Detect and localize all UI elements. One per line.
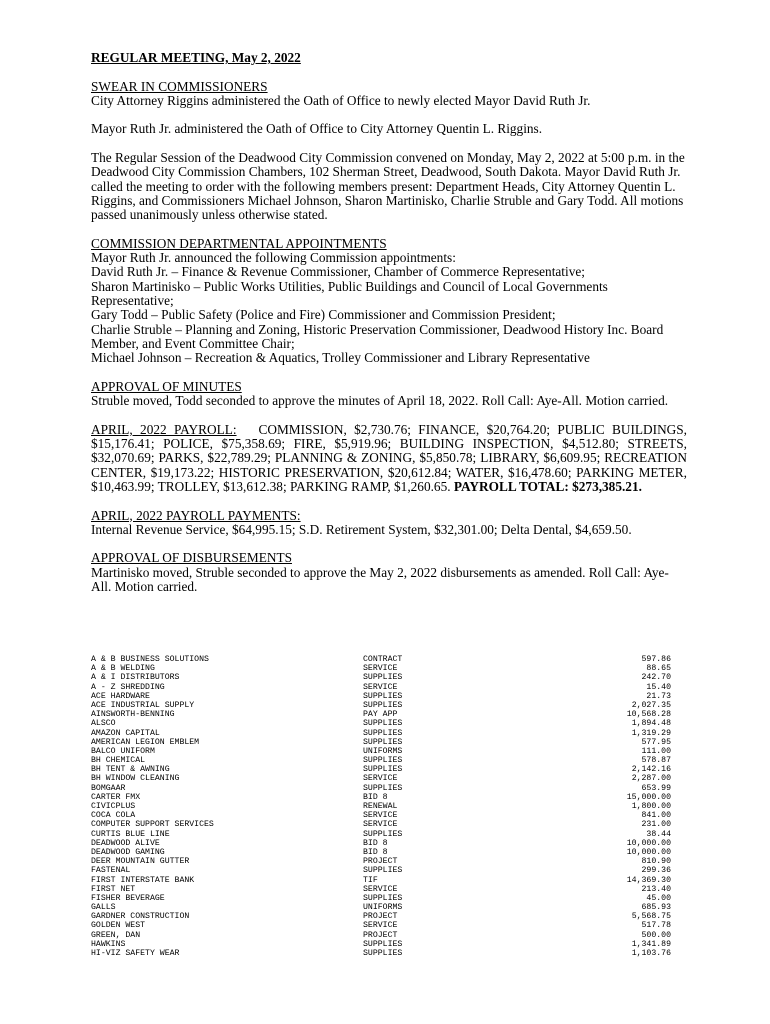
amount-cell: 15.40 (646, 682, 671, 692)
category-cell: SUPPLIES (363, 949, 403, 958)
table-row (91, 729, 671, 738)
vendor-cell: DEER MOUNTAIN GUTTER (91, 857, 190, 867)
category-cell: SUPPLIES (363, 893, 403, 903)
amount-cell: 299.36 (641, 866, 671, 876)
appointments-list (91, 251, 687, 365)
category-cell: SUPPLIES (363, 737, 403, 747)
category-cell: BID 8 (363, 847, 388, 857)
vendor-cell: AINSWORTH-BENNING (91, 710, 175, 720)
category-cell: CONTRACT (363, 655, 403, 664)
category-cell: SUPPLIES (363, 765, 403, 775)
table-row (91, 683, 671, 692)
amount-cell: 1,319.29 (631, 728, 671, 738)
amount-cell: 653.99 (641, 783, 671, 793)
category-cell: UNIFORMS (363, 746, 403, 756)
category-cell: BID 8 (363, 838, 388, 848)
amount-cell: 213.40 (641, 884, 671, 894)
vendor-cell: FISHER BEVERAGE (91, 893, 165, 903)
vendor-cell: AMERICAN LEGION EMBLEM (91, 737, 200, 747)
category-cell: BID 8 (363, 792, 388, 802)
vendor-cell: BALCO UNIFORM (91, 746, 155, 756)
vendor-cell: HAWKINS (91, 939, 126, 949)
vendor-cell: CARTER FMX (91, 792, 141, 802)
table-row (91, 673, 671, 682)
category-cell: SUPPLIES (363, 700, 403, 710)
category-cell: RENEWAL (363, 802, 398, 811)
table-row (91, 793, 671, 802)
appointment-line: Mayor Ruth Jr. announced the following Commission appointments: (91, 250, 456, 266)
appointment-line: Michael Johnson – Recreation & Aquatics, Trolley Commissioner and Library Representative (91, 350, 590, 366)
category-cell: SUPPLIES (363, 783, 403, 793)
appointment-line: Gary Todd – Public Safety (Police and Fire) Commissioner and Commission President; (91, 307, 556, 323)
vendor-cell: AMAZON CAPITAL (91, 728, 160, 738)
table-row (91, 692, 671, 701)
amount-cell: 242.70 (641, 673, 671, 683)
amount-cell: 1,103.76 (631, 949, 671, 958)
amount-cell: 10,568.28 (626, 710, 671, 720)
table-row (91, 784, 671, 793)
table-row (91, 885, 671, 894)
category-cell: SUPPLIES (363, 866, 403, 876)
vendor-cell: ALSCO (91, 719, 116, 729)
amount-cell: 500.00 (641, 930, 671, 940)
appointment-line: Sharon Martinisko – Public Works Utilities, Public Buildings and Council of Local Governments Representative; (91, 278, 608, 309)
table-row (91, 719, 671, 728)
category-cell: SUPPLIES (363, 719, 403, 729)
vendor-cell: COCA COLA (91, 811, 136, 821)
category-cell: PAY APP (363, 710, 398, 720)
amount-cell: 517.78 (641, 921, 671, 931)
vendor-cell: DEADWOOD GAMING (91, 847, 165, 857)
table-row (91, 774, 671, 783)
appointment-line: Charlie Struble – Planning and Zoning, Historic Preservation Commissioner, Deadwood History Inc. Board Member, and Event Committee Chair; (91, 321, 664, 351)
minutes-body (91, 51, 687, 594)
category-cell: SUPPLIES (363, 939, 403, 949)
category-cell: TIF (363, 875, 378, 885)
category-cell: SERVICE (363, 774, 398, 784)
amount-cell: 45.00 (646, 893, 671, 903)
table-row (91, 747, 671, 756)
amount-cell: 231.00 (641, 820, 671, 830)
amount-cell: 841.00 (641, 811, 671, 821)
vendor-cell: DEADWOOD ALIVE (91, 838, 160, 848)
table-row (91, 738, 671, 747)
vendor-cell: FIRST NET (91, 884, 136, 894)
category-cell: SUPPLIES (363, 756, 403, 766)
amount-cell: 2,027.35 (631, 700, 671, 710)
category-cell: SUPPLIES (363, 728, 403, 738)
category-cell: SERVICE (363, 682, 398, 692)
amount-cell: 15,000.00 (626, 792, 671, 802)
amount-cell: 5,568.75 (631, 912, 671, 922)
vendor-cell: GREEN, DAN (91, 930, 141, 940)
vendor-cell: A & B WELDING (91, 664, 155, 674)
vendor-cell: GOLDEN WEST (91, 921, 146, 931)
amount-cell: 810.90 (641, 857, 671, 867)
category-cell: SERVICE (363, 820, 398, 830)
category-cell: SUPPLIES (363, 673, 403, 683)
swear-in-line-1: City Attorney Riggins administered the Oath of Office to newly elected Mayor David Ruth Jr. (91, 92, 591, 108)
vendor-cell: BH CHEMICAL (91, 756, 146, 766)
appointment-line: David Ruth Jr. – Finance & Revenue Commissioner, Chamber of Commerce Representative; (91, 264, 585, 280)
table-row (91, 811, 671, 820)
document-heading: REGULAR MEETING, May 2, 2022 (91, 50, 301, 65)
vendor-cell: FIRST INTERSTATE BANK (91, 875, 195, 885)
vendor-cell: COMPUTER SUPPORT SERVICES (91, 820, 214, 830)
category-cell: SERVICE (363, 884, 398, 894)
table-row (91, 931, 671, 940)
amount-cell: 597.86 (641, 655, 671, 664)
table-row (91, 765, 671, 774)
table-row (91, 921, 671, 930)
amount-cell: 21.73 (646, 691, 671, 701)
amount-cell: 10,000.00 (626, 847, 671, 857)
disbursements-title: APPROVAL OF DISBURSEMENTS (91, 550, 292, 566)
amount-cell: 38.44 (646, 829, 671, 839)
payroll-paragraph (91, 423, 687, 494)
payroll-text: COMMISSION, $2,730.76; FINANCE, $20,764.20; PUBLIC BUILDINGS, $15,176.41; POLICE, $75,358.69; FIRE, $5,919.96; BUILDING INSPECTION, $4,512.80; STREETS, $32,070.69; PARKS, $22,789.29; PLANNING & ZONING, $5,850.78; LIBRARY, $6,609.95; RECREATION CENTER, $19,173.22; HISTORIC PRESERVATION, $20,612.84; WATER, $16,478.60; PARKING METER, $10,463.99; TROLLEY, $13,612.38; PARKING RAMP, $1,260.65. (91, 421, 687, 494)
disbursements-table (91, 655, 671, 958)
table-row (91, 830, 671, 839)
table-row (91, 866, 671, 875)
amount-cell: 2,142.16 (631, 765, 671, 775)
vendor-cell: A & B BUSINESS SOLUTIONS (91, 655, 209, 664)
amount-cell: 111.00 (641, 746, 671, 756)
minutes-text: Struble moved, Todd seconded to approve the minutes of April 18, 2022. Roll Call: Aye-All. Motion carried. (91, 393, 669, 409)
table-row (91, 940, 671, 949)
amount-cell: 685.93 (641, 903, 671, 913)
table-row (91, 820, 671, 829)
vendor-cell: BOMGAAR (91, 783, 126, 793)
payroll-total: PAYROLL TOTAL: $273,385.21. (453, 478, 642, 494)
category-cell: SERVICE (363, 811, 398, 821)
category-cell: UNIFORMS (363, 903, 403, 913)
vendor-cell: ACE INDUSTRIAL SUPPLY (91, 700, 195, 710)
amount-cell: 2,287.00 (631, 774, 671, 784)
vendor-cell: CIVICPLUS (91, 802, 136, 811)
table-row (91, 756, 671, 765)
category-cell: SERVICE (363, 664, 398, 674)
session-paragraph: The Regular Session of the Deadwood City Commission convened on Monday, May 2, 2022 at 5:00 p.m. in the Deadwood City Commission Chambers, 102 Sherman Street, Deadwood, South Dakota. Mayor David Ruth Jr. called the meeting to order with the following members present: Department Heads, City Attorney Quentin L. Riggins, and Commissioners Michael Johnson, Sharon Martinisko, Charlie Struble and Gary Todd. All motions passed unanimously unless otherwise stated. (91, 150, 685, 223)
amount-cell: 1,894.48 (631, 719, 671, 729)
vendor-cell: GARDNER CONSTRUCTION (91, 912, 190, 922)
table-row (91, 701, 671, 710)
amount-cell: 88.65 (646, 664, 671, 674)
amount-cell: 1,341.89 (631, 939, 671, 949)
vendor-cell: CURTIS BLUE LINE (91, 829, 170, 839)
swear-in-line-2: Mayor Ruth Jr. administered the Oath of Office to City Attorney Quentin L. Riggins. (91, 121, 543, 137)
category-cell: PROJECT (363, 857, 398, 867)
category-cell: PROJECT (363, 930, 398, 940)
minutes-title: APPROVAL OF MINUTES (91, 378, 242, 394)
table-row (91, 664, 671, 673)
vendor-cell: BH WINDOW CLEANING (91, 774, 180, 784)
amount-cell: 1,800.00 (631, 802, 671, 811)
category-cell: SERVICE (363, 921, 398, 931)
amount-cell: 14,369.30 (626, 875, 671, 885)
disbursements-text: Martinisko moved, Struble seconded to approve the May 2, 2022 disbursements as amended. Roll Call: Aye-All. Motion carried. (91, 564, 669, 594)
table-row (91, 710, 671, 719)
vendor-cell: ACE HARDWARE (91, 691, 150, 701)
vendor-cell: A - Z SHREDDING (91, 682, 165, 692)
vendor-cell: GALLS (91, 903, 116, 913)
table-row (91, 839, 671, 848)
category-cell: PROJECT (363, 912, 398, 922)
payroll-payments-text: Internal Revenue Service, $64,995.15; S.D. Retirement System, $32,301.00; Delta Dental, $4,659.50. (91, 521, 632, 537)
swear-in-title: SWEAR IN COMMISSIONERS (91, 78, 268, 94)
vendor-cell: A & I DISTRIBUTORS (91, 673, 180, 683)
table-row (91, 857, 671, 866)
category-cell: SUPPLIES (363, 691, 403, 701)
amount-cell: 10,000.00 (626, 838, 671, 848)
vendor-cell: FASTENAL (91, 866, 131, 876)
table-row (91, 802, 671, 811)
appointments-title: COMMISSION DEPARTMENTAL APPOINTMENTS (91, 235, 387, 251)
table-row (91, 912, 671, 921)
vendor-cell: BH TENT & AWNING (91, 765, 170, 775)
table-row (91, 894, 671, 903)
amount-cell: 577.95 (641, 737, 671, 747)
vendor-cell: HI-VIZ SAFETY WEAR (91, 949, 180, 958)
payroll-payments-title: APRIL, 2022 PAYROLL PAYMENTS: (91, 507, 301, 523)
payroll-title: APRIL, 2022 PAYROLL: (91, 421, 237, 437)
category-cell: SUPPLIES (363, 829, 403, 839)
table-row (91, 655, 671, 664)
table-row (91, 848, 671, 857)
table-row (91, 903, 671, 912)
table-row (91, 876, 671, 885)
amount-cell: 578.87 (641, 756, 671, 766)
table-row (91, 949, 671, 958)
